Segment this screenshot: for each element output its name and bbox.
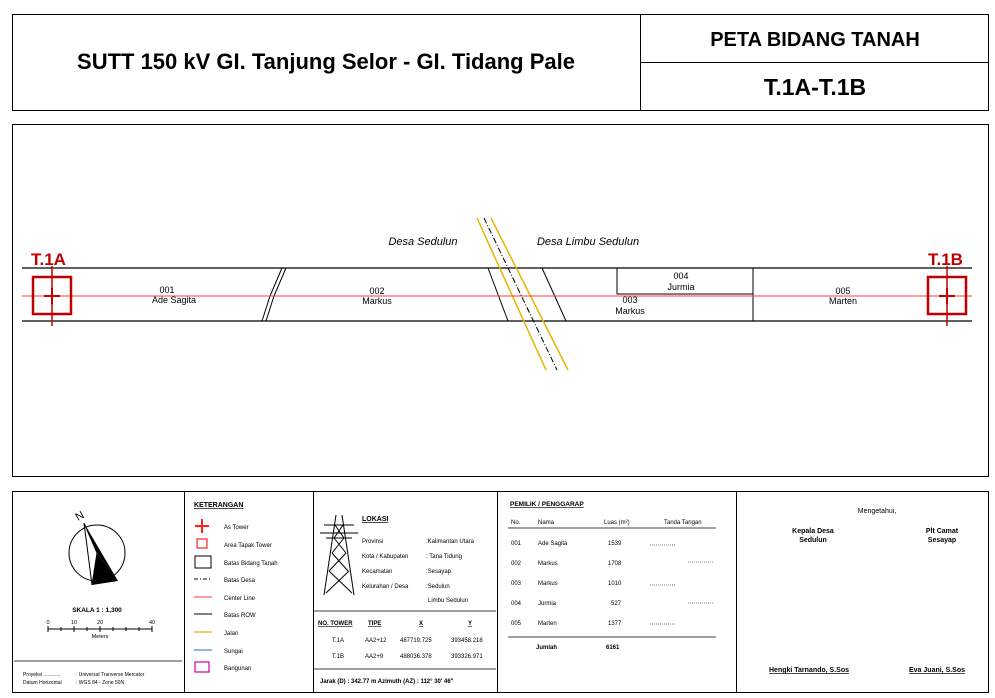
tower-label-left: T.1A (31, 250, 66, 269)
owners-cell: 1010 (608, 581, 622, 587)
owners-header: Tanda Tangan (664, 520, 702, 526)
tower-table-cell: 393326.971 (451, 654, 483, 660)
approval-left-title: Kepala Desa (792, 528, 834, 535)
map-code: T.1A-T.1B (763, 74, 867, 100)
parcel-owner: Markus (362, 296, 392, 306)
scale-tick: 10 (70, 620, 78, 626)
approval-left-name: Hengki Tarnando, S.Sos (769, 667, 849, 674)
parcel-boundary (488, 268, 508, 321)
tower-table-cell: T.1A (332, 638, 345, 644)
location-value: : Tana Tidung (426, 554, 462, 560)
scale-unit: Meters (91, 634, 109, 640)
parcel-owner: Jurmia (667, 282, 695, 292)
location-label: Kota / Kabupaten (362, 554, 409, 560)
location-panel (314, 493, 496, 691)
parcel-boundary (266, 268, 286, 321)
tower-table-cell: T.1B (332, 654, 345, 660)
legend-item-label: Center Line (224, 596, 256, 602)
legend-item-label: Batas Bidang Tanah (224, 561, 278, 567)
owners-header: Nama (538, 520, 555, 526)
legend-item-label: Area Tapak Tower (224, 543, 272, 549)
parcel-no: 005 (835, 286, 851, 296)
location-label: Kelurahan / Desa (362, 584, 409, 590)
approval-right-name: Eva Juani, S.Sos (909, 667, 966, 674)
parcel-boundary (262, 268, 282, 321)
location-value: :Kalimantan Utara (426, 539, 475, 545)
owners-cell: 003 (511, 581, 522, 587)
scale-bar (48, 626, 152, 632)
scale-tick: 20 (96, 620, 104, 626)
parcel-no: 002 (369, 286, 385, 296)
map-title: PETA BIDANG TANAH (710, 29, 920, 51)
legend-item-label: Bangunan (224, 666, 252, 672)
village-label-right: Desa Limbu Sedulun (536, 236, 640, 248)
legend-title: KETERANGAN (194, 502, 244, 509)
owners-total-value: 6161 (606, 645, 620, 651)
parcel-owner: Ade Sagita (151, 295, 197, 305)
owners-title: PEMILIK / PENGGARAP (510, 501, 584, 508)
location-title: LOKASI (362, 516, 389, 523)
tower-table-header: NO. TOWER (318, 621, 353, 627)
owners-cell: Markus (538, 561, 558, 567)
owners-cell: Markus (538, 581, 558, 587)
village-label-left: Desa Sedulun (388, 236, 458, 248)
projection-value: : Universal Tranverse Mercator (76, 672, 145, 678)
parcel-owner: Marten (828, 296, 858, 306)
owners-cell: 005 (511, 621, 522, 627)
black-rectangle-icon (195, 556, 211, 568)
parcel-no: 003 (622, 295, 638, 305)
location-label: Kecamatan (362, 569, 393, 575)
parcel-owner: Markus (615, 306, 645, 316)
scale-tick: 40 (148, 620, 156, 626)
location-label: Provinsi (362, 539, 384, 545)
legend-panel (186, 493, 312, 691)
tower-table-cell: AA2+12 (365, 638, 387, 644)
panel-divider (184, 491, 185, 693)
owners-cell: 527 (611, 601, 622, 607)
tower-table-header: Y (468, 621, 473, 627)
project-title: SUTT 150 kV GI. Tanjung Selor - GI. Tidang Pale (77, 49, 575, 74)
transmission-tower-icon (320, 515, 358, 595)
road-line (477, 218, 546, 370)
owners-cell: Marten (538, 621, 557, 627)
owners-cell: 001 (511, 541, 522, 547)
owners-panel (498, 493, 735, 691)
location-value: Limbu Sedulun (428, 598, 469, 604)
tower-table-header: TIPE (368, 621, 382, 627)
tower-table-header: X (419, 621, 424, 627)
owners-header: No. (511, 520, 521, 526)
owners-cell: Jurmia (538, 601, 557, 607)
scale-tick: 0 (46, 620, 50, 626)
approval-panel (737, 493, 988, 691)
north-arrow-icon (69, 509, 125, 585)
parcel-boundary (542, 268, 566, 321)
approval-right-title: Plt Camat (925, 528, 959, 535)
location-value: :Sesayap (426, 569, 452, 575)
parcel-no: 004 (673, 271, 689, 281)
approval-left-title: Sedulun (799, 537, 827, 544)
owners-cell: 1708 (608, 561, 622, 567)
tower-label-right: T.1B (928, 250, 963, 269)
owners-cell: 1539 (608, 541, 622, 547)
red-square-icon (197, 539, 207, 548)
tower-table-cell: AA2+9 (365, 654, 384, 660)
svg-text:N: N (73, 509, 87, 524)
tower-table-cell: 393458.218 (451, 638, 483, 644)
distance-azimuth: Jarak (D) : 342.77 m Azimuth (AZ) : 112° 30' 46" (320, 679, 454, 685)
legend-item-label: Jalan (224, 631, 239, 637)
owners-cell: 004 (511, 601, 522, 607)
datum-value: : WGS 84 - Zone 50N (76, 680, 125, 686)
projection-label: Proyeksi ............ (23, 672, 61, 678)
parcel-no: 001 (159, 285, 175, 295)
location-value: :Sedulun (426, 584, 450, 590)
owners-cell: Ade Sagita (538, 541, 568, 547)
owners-header: Luas (m²) (604, 520, 630, 526)
scale-label: SKALA 1 : 1,300 (72, 607, 122, 614)
legend-item-label: Sungai (224, 649, 243, 655)
owners-cell: 1377 (608, 621, 622, 627)
tower-table-cell: 488036.378 (400, 654, 432, 660)
north-scale-panel (14, 493, 182, 691)
legend-item-label: Batas ROW (224, 613, 256, 619)
approval-heading: Mengetahui, (857, 508, 897, 515)
tower-table-cell: 487719.725 (400, 638, 432, 644)
datum-label: Datum Horizontal (23, 680, 62, 686)
approval-right-title: Sesayap (927, 537, 957, 544)
legend-item-label: As Tower (224, 525, 249, 531)
magenta-rectangle-icon (195, 662, 209, 672)
legend-item-label: Batas Desa (224, 578, 256, 584)
owners-total-label: Jumlah (536, 645, 558, 651)
owners-cell: 002 (511, 561, 522, 567)
red-cross-icon (195, 519, 209, 533)
